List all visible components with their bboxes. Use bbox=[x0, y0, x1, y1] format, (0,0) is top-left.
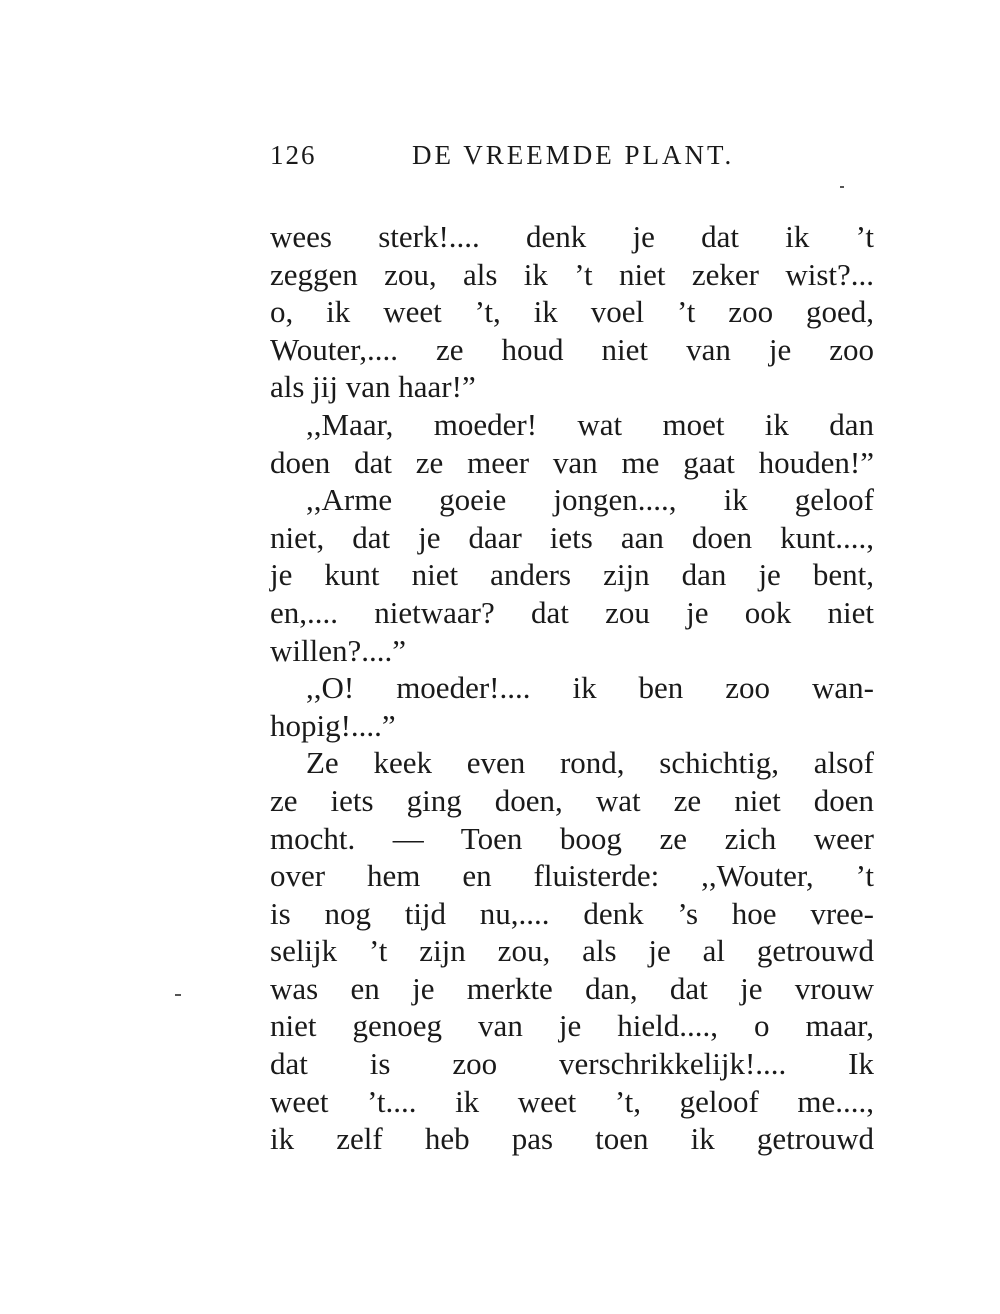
text-line: selijk ’t zijn zou, als je al getrouwd bbox=[270, 933, 874, 969]
text-line: is nog tijd nu,.... denk ’s hoe vree- bbox=[270, 895, 874, 931]
text-line: ,,Arme goeie jongen...., ik geloof bbox=[306, 482, 874, 518]
text-line: zeggen zou, als ik ’t niet zeker wist?... bbox=[270, 256, 874, 292]
text-line: ze iets ging doen, wat ze niet doen bbox=[270, 782, 874, 818]
text-line: was en je merkte dan, dat je vrouw bbox=[270, 970, 874, 1006]
text-line: willen?....” bbox=[270, 632, 407, 668]
text-line: over hem en fluisterde: ,,Wouter, ’t bbox=[270, 858, 874, 894]
text-line: ,,O! moeder!.... ik ben zoo wan- bbox=[306, 670, 874, 706]
text-line: Ze keek even rond, schichtig, alsof bbox=[306, 745, 874, 781]
text-line: en,.... nietwaar? dat zou je ook niet bbox=[270, 594, 874, 630]
text-line: ik zelf heb pas toen ik getrouwd bbox=[270, 1121, 874, 1157]
text-line: o, ik weet ’t, ik voel ’t zoo goed, bbox=[270, 294, 874, 330]
text-line: doen dat ze meer van me gaat houden!” bbox=[270, 444, 874, 480]
text-line: je kunt niet anders zijn dan je bent, bbox=[270, 557, 874, 593]
page-header bbox=[270, 140, 870, 180]
text-line: hopig!....” bbox=[270, 707, 396, 743]
body-text bbox=[270, 218, 874, 1158]
page-number: 126 bbox=[270, 140, 317, 170]
text-line: niet genoeg van je hield...., o maar, bbox=[270, 1008, 874, 1044]
text-line: mocht. — Toen boog ze zich weer bbox=[270, 820, 874, 856]
margin-speck bbox=[840, 186, 844, 188]
running-title: DE VREEMDE PLANT. bbox=[412, 140, 735, 170]
text-line: weet ’t.... ik weet ’t, geloof me...., bbox=[270, 1083, 874, 1119]
text-line: Wouter,.... ze houd niet van je zoo bbox=[270, 331, 874, 367]
margin-speck bbox=[175, 994, 181, 996]
text-line: wees sterk!.... denk je dat ik ’t bbox=[270, 219, 874, 254]
text-line: als jij van haar!” bbox=[270, 369, 476, 405]
text-line: niet, dat je daar iets aan doen kunt...., bbox=[270, 519, 874, 555]
text-line: dat is zoo verschrikkelijk!.... Ik bbox=[270, 1046, 874, 1082]
text-line: ,,Maar, moeder! wat moet ik dan bbox=[306, 406, 874, 442]
